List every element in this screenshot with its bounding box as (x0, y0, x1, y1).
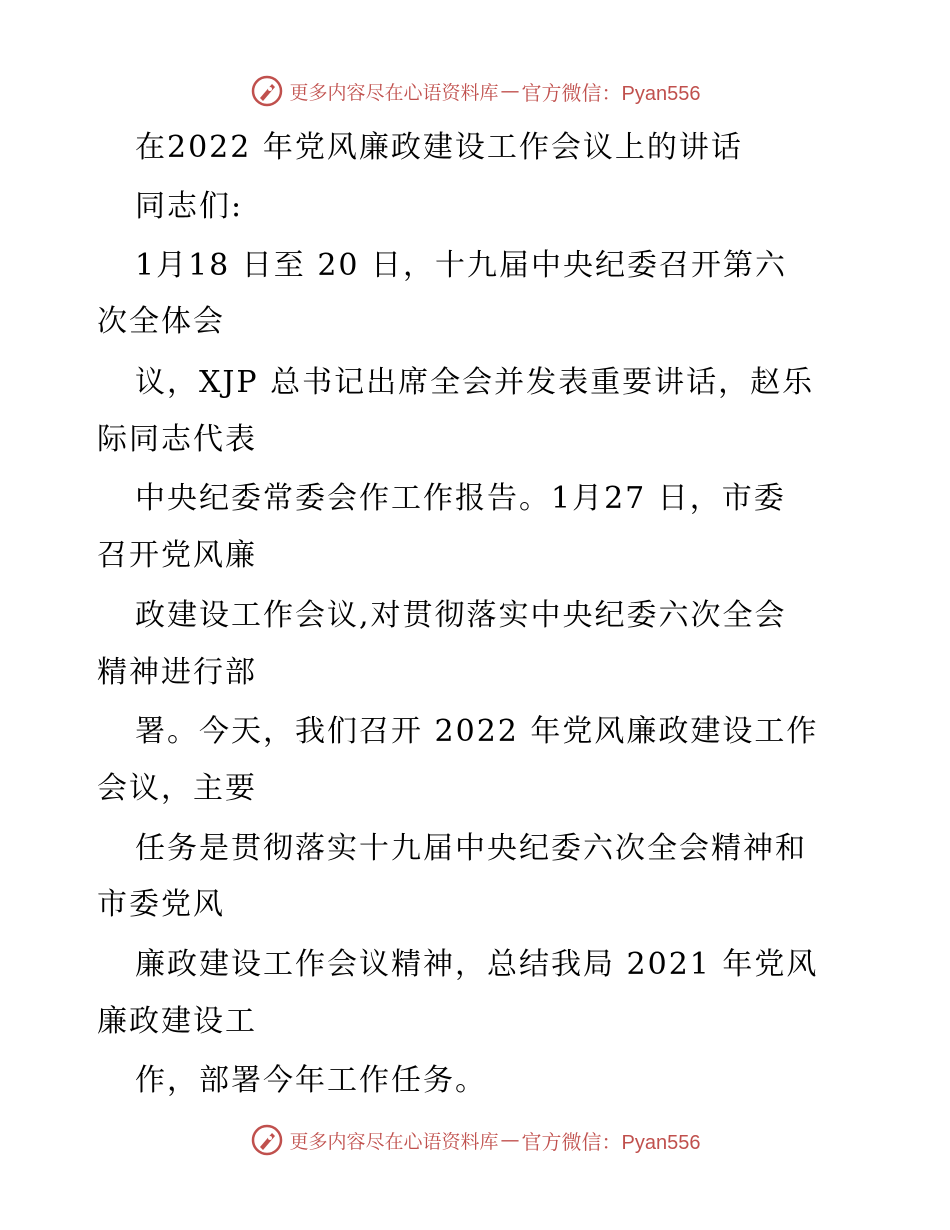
paragraph-line: 际同志代表 (97, 422, 257, 457)
document-title: 在2022 年党风廉政建设工作会议上的讲话 (135, 130, 743, 165)
watermark-separator: — (500, 80, 520, 102)
paragraph-line: 议，XJP 总书记出席全会并发表重要讲话，赵乐 (135, 365, 815, 400)
paragraph-line: 任务是贯彻落实十九届中央纪委六次全会精神和 (135, 831, 807, 866)
pen-nib-circle-icon (250, 1123, 284, 1157)
paragraph-line: 精神进行部 (97, 655, 257, 690)
paragraph-line: 会议，主要 (97, 771, 257, 806)
watermark-separator: — (500, 1129, 520, 1151)
watermark-banner-bottom (0, 1120, 950, 1160)
paragraph-line: 市委党风 (97, 887, 225, 922)
paragraph-line: 召开党风廉 (97, 538, 257, 573)
paragraph-line: 作，部署今年工作任务。 (135, 1063, 487, 1098)
watermark-lead-text: 更多内容尽在心语资料库 (289, 1130, 499, 1153)
paragraph-line: 1月18 日至 20 日，十九届中央纪委召开第六 (135, 248, 788, 283)
paragraph-line: 中央纪委常委会作工作报告。1月27 日，市委 (135, 481, 786, 516)
paragraph-line: 廉政建设工 (97, 1004, 257, 1039)
watermark-account-text: 官方微信：Pyan556 (521, 82, 701, 105)
paragraph-line: 政建设工作会议,对贯彻落实中央纪委六次全会 (135, 598, 787, 633)
paragraph-line: 廉政建设工作会议精神，总结我局 2021 年党风 (135, 947, 819, 982)
paragraph-line: 署。今天，我们召开 2022 年党风廉政建设工作 (135, 714, 819, 749)
salutation: 同志们: (135, 189, 244, 224)
paragraph-line: 次全体会 (97, 304, 225, 339)
watermark-account-text: 官方微信：Pyan556 (521, 1131, 701, 1154)
watermark-lead-text: 更多内容尽在心语资料库 (289, 81, 499, 104)
